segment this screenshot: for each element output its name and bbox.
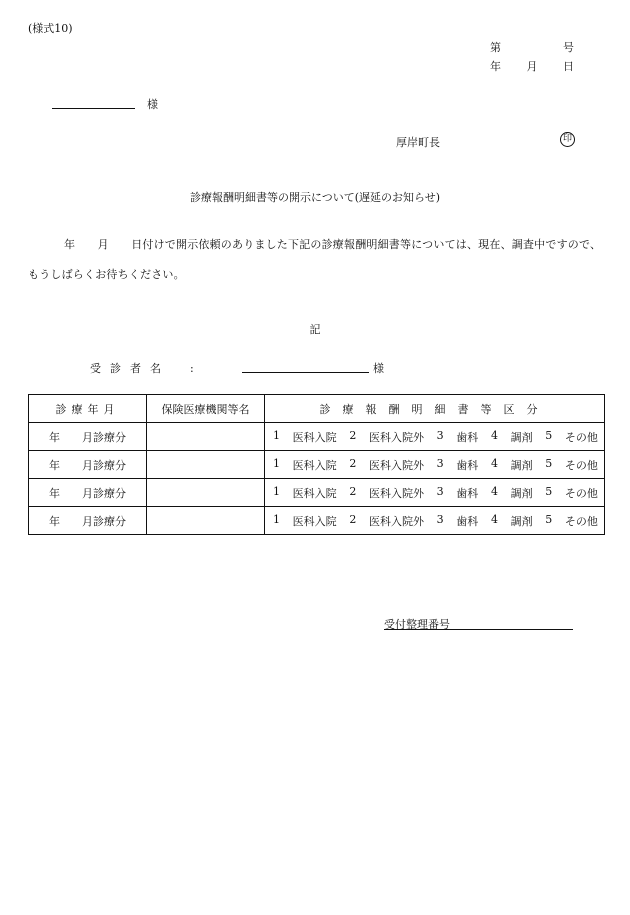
treatment-month-cell: 年 月診療分 (29, 451, 147, 479)
ki-heading: 記 (309, 323, 321, 336)
table-row (29, 507, 605, 535)
patient-name-label: 受診者名 : (90, 362, 203, 375)
form-number: (様式10) (28, 22, 73, 35)
addressee-blank-line (52, 108, 135, 109)
category-cell: 1 医科入院 2 医科入院外 3 歯科 4 調剤 5 その他 (265, 451, 605, 479)
table-row (29, 451, 605, 479)
patient-honorific: 様 (373, 362, 384, 375)
category-cell: 1 医科入院 2 医科入院外 3 歯科 4 調剤 5 その他 (265, 423, 605, 451)
treatment-month-cell: 年 月診療分 (29, 507, 147, 535)
document-title: 診療報酬明細書等の開示について(遅延のお知らせ) (189, 191, 441, 204)
receipt-number-blank-line (384, 629, 573, 630)
header-statement-category: 診療報酬明細書等区分 (265, 395, 605, 423)
document-number-suffix: 号 (563, 41, 574, 54)
date-year: 年 (490, 60, 501, 73)
institution-cell (147, 423, 265, 451)
category-cell: 1 医科入院 2 医科入院外 3 歯科 4 調剤 5 その他 (265, 507, 605, 535)
issuer-name: 厚岸町長 (396, 136, 440, 149)
table-row (29, 479, 605, 507)
institution-cell (147, 479, 265, 507)
treatment-table (28, 394, 605, 535)
treatment-month-cell: 年 月診療分 (29, 479, 147, 507)
table-header-row (29, 395, 605, 423)
body-paragraph: 年 月 日付けで開示依頼のありました下記の診療報酬明細書等については、現在、調査中ですので、もうしばらくお待ちください。 (28, 238, 602, 281)
header-institution: 保険医療機関等名 (147, 395, 265, 423)
seal-mark: 印 (560, 132, 575, 147)
institution-cell (147, 507, 265, 535)
issue-date (490, 58, 574, 74)
institution-cell (147, 451, 265, 479)
document-number (490, 39, 574, 55)
date-month: 月 (526, 60, 538, 73)
document-number-prefix: 第 (490, 41, 501, 54)
treatment-month-cell: 年 月診療分 (29, 423, 147, 451)
patient-name-blank-line (242, 372, 369, 373)
category-cell: 1 医科入院 2 医科入院外 3 歯科 4 調剤 5 その他 (265, 479, 605, 507)
addressee-honorific: 様 (147, 98, 158, 111)
header-treatment-month: 診療年月 (29, 395, 147, 423)
date-day: 日 (563, 60, 574, 73)
table-row (29, 423, 605, 451)
receipt-number-label: 受付整理番号 (384, 618, 450, 631)
